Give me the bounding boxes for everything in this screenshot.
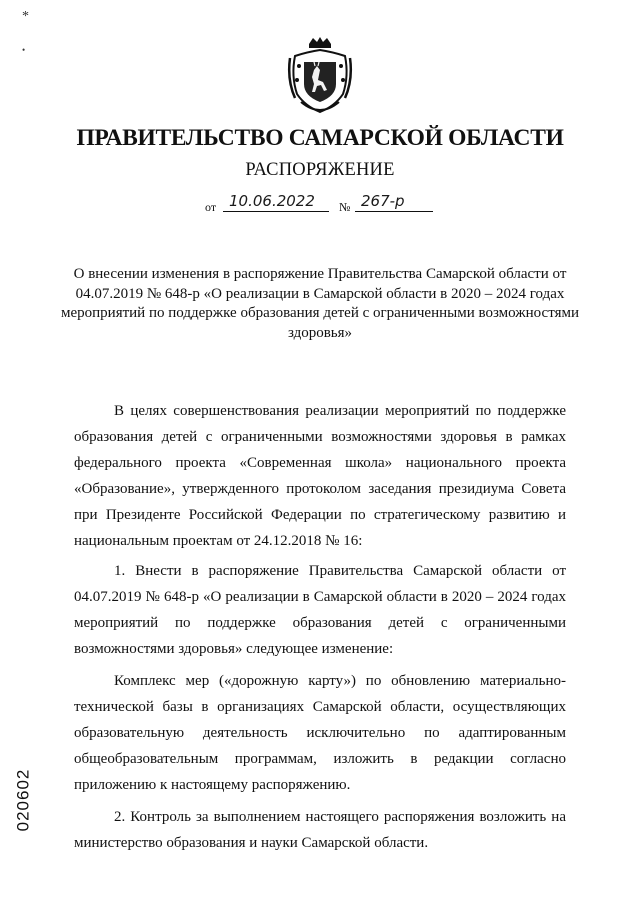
margin-mark-2: • <box>22 45 26 55</box>
side-document-code <box>11 764 35 836</box>
document-type: РАСПОРЯЖЕНИЕ <box>245 160 395 180</box>
document-body <box>74 398 566 856</box>
government-title: ПРАВИТЕЛЬСТВО САМАРСКОЙ ОБЛАСТИ <box>76 125 564 151</box>
item-1-paragraph: 1. Внести в распоряжение Правительства Самарской области от 04.07.2019 № 648-р «О реализации в Самарской области в 2020 – 2024 годах мероприятий по поддержке образования детей с ограниченными возможностями здоровья» следующее изменение: <box>74 563 566 657</box>
margin-marks <box>22 10 29 55</box>
date-label: от <box>205 200 217 214</box>
order-date-number-line <box>205 194 435 216</box>
date-underline <box>223 211 329 212</box>
coat-of-arms-emblem <box>287 36 353 116</box>
number-label: № <box>339 200 351 214</box>
document-subject: О внесении изменения в распоряжение Правительства Самарской области от 04.07.2019 № 648-р «О реализации в Самарской области в 2020 – 2024 годах мероприятий по поддержке образования детей с ограниченными возможностями здоровья» <box>61 266 579 341</box>
item-1-detail-paragraph: Комплекс мер («дорожную карту») по обновлению материально-технической базы в организациях Самарской области, осуществляющих образовательную деятельность исключительно по адаптированным общеобразовательным программам, изложить в редакции согласно приложению к настоящему распоряжению. <box>74 673 566 793</box>
preamble-paragraph: В целях совершенствования реализации мероприятий по поддержке образования детей с ограниченными возможностями здоровья в рамках федерального проекта «Современная школа» национального проекта «Образование», утвержденного протоколом заседания президиума Совета при Президенте Российской Федерации по стратегическому развитию и национальным проектам от 24.12.2018 № 16: <box>74 403 566 549</box>
side-code-text: 020602 <box>13 768 33 832</box>
date-value: 10.06.2022 <box>229 192 315 210</box>
number-underline <box>355 211 433 212</box>
item-2-paragraph: 2. Контроль за выполнением настоящего распоряжения возложить на министерство образования и науки Самарской области. <box>74 809 566 851</box>
margin-mark-1: * <box>22 9 29 24</box>
number-value: 267-р <box>361 192 405 210</box>
